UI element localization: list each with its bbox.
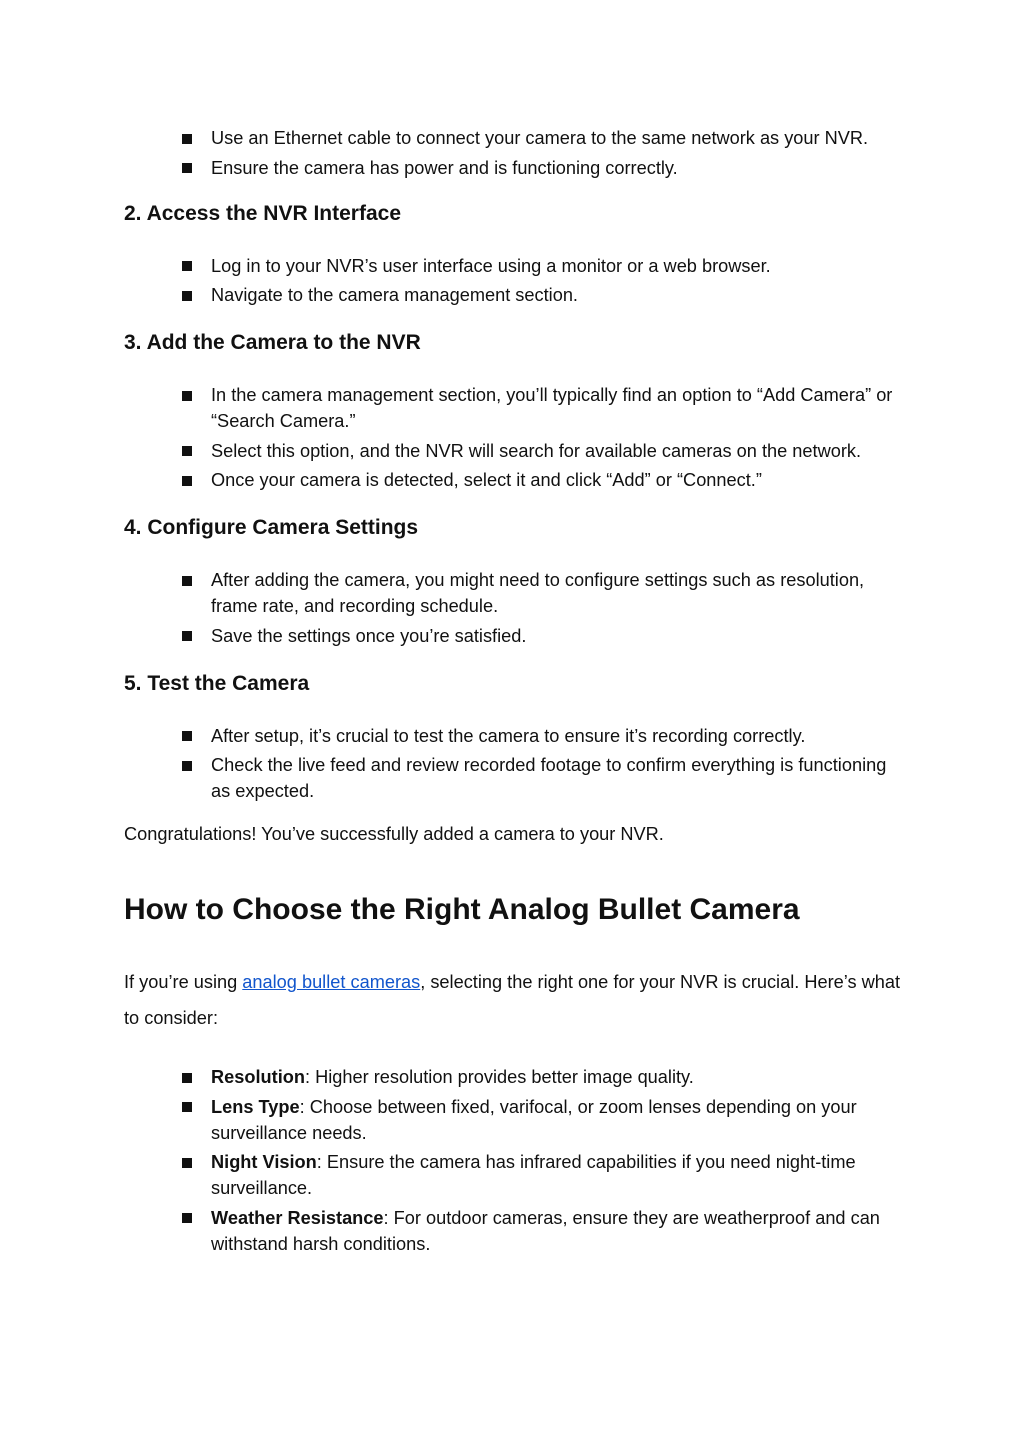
list-item: Ensure the camera has power and is functioning correctly. (182, 155, 904, 181)
square-bullet-icon (182, 1102, 192, 1112)
list-item: Log in to your NVR’s user interface using a monitor or a web browser. (182, 253, 904, 279)
section-heading-add: 3. Add the Camera to the NVR (124, 331, 421, 354)
list-item: Night Vision: Ensure the camera has infrared capabilities if you need night-time surveillance. (182, 1149, 904, 1201)
choose-camera-heading: How to Choose the Right Analog Bullet Camera (124, 893, 800, 926)
list-item: Save the settings once you’re satisfied. (182, 623, 904, 649)
list-item: In the camera management section, you’ll typically find an option to “Add Camera” or “Search Camera.” (182, 382, 904, 434)
square-bullet-icon (182, 261, 192, 271)
configure-list (124, 567, 904, 649)
access-list (124, 253, 904, 309)
list-item: Resolution: Higher resolution provides better image quality. (182, 1064, 904, 1090)
square-bullet-icon (182, 163, 192, 173)
test-list (124, 723, 904, 805)
setup-list (124, 125, 904, 181)
list-item: After setup, it’s crucial to test the camera to ensure it’s recording correctly. (182, 723, 904, 749)
square-bullet-icon (182, 134, 192, 144)
section-heading-configure: 4. Configure Camera Settings (124, 516, 419, 539)
square-bullet-icon (182, 391, 192, 401)
square-bullet-icon (182, 1158, 192, 1168)
considerations-list (124, 1064, 904, 1257)
list-item: Once your camera is detected, select it and click “Add” or “Connect.” (182, 467, 904, 493)
section-heading-test: 5. Test the Camera (124, 671, 310, 695)
square-bullet-icon (182, 731, 192, 741)
list-item: Navigate to the camera management section. (182, 282, 904, 308)
square-bullet-icon (182, 291, 192, 301)
list-item: Weather Resistance: For outdoor cameras, ensure they are weatherproof and can withstand harsh conditions. (182, 1205, 904, 1257)
square-bullet-icon (182, 761, 192, 771)
add-list (124, 382, 904, 493)
square-bullet-icon (182, 476, 192, 486)
list-item: Check the live feed and review recorded footage to confirm everything is functioning as expected. (182, 752, 904, 804)
section-heading-access: 2. Access the NVR Interface (124, 201, 402, 225)
square-bullet-icon (182, 576, 192, 586)
list-item: Lens Type: Choose between fixed, varifocal, or zoom lenses depending on your surveillance needs. (182, 1094, 904, 1146)
square-bullet-icon (182, 631, 192, 641)
list-item: Select this option, and the NVR will search for available cameras on the network. (182, 438, 904, 464)
square-bullet-icon (182, 446, 192, 456)
list-item: Use an Ethernet cable to connect your camera to the same network as your NVR. (182, 125, 904, 151)
choose-intro-paragraph: If you’re using analog bullet cameras, selecting the right one for your NVR is crucial. Here’s what to consider: (124, 972, 901, 1028)
square-bullet-icon (182, 1073, 192, 1083)
document-content (124, 124, 904, 1260)
analog-bullet-cameras-link[interactable]: analog bullet cameras (242, 972, 421, 992)
square-bullet-icon (182, 1213, 192, 1223)
congrats-paragraph: Congratulations! You’ve successfully added a camera to your NVR. (124, 824, 664, 844)
list-item: After adding the camera, you might need to configure settings such as resolution, frame rate, and recording schedule. (182, 567, 904, 619)
